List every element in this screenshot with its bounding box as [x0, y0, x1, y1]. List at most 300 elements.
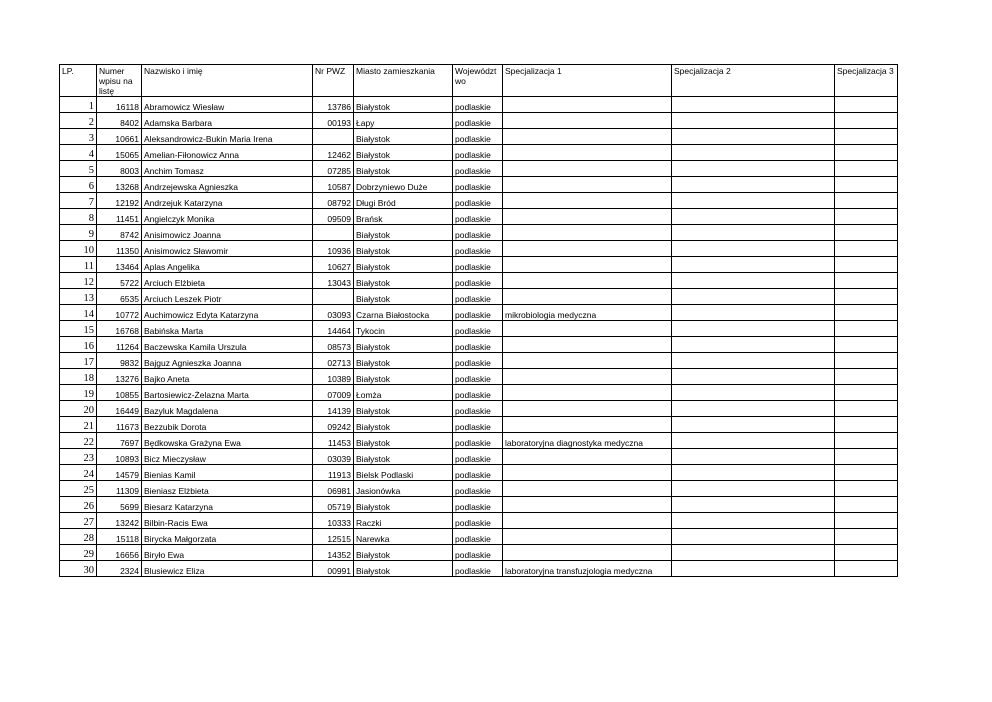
cell-miasto: Jasionówka	[354, 481, 453, 497]
cell-miasto: Narewka	[354, 529, 453, 545]
cell-miasto: Białystok	[354, 241, 453, 257]
cell-numer: 7697	[97, 433, 142, 449]
cell-pwz: 10389	[313, 369, 354, 385]
cell-wojewodztwo: podlaskie	[453, 113, 503, 129]
cell-lp: 22	[60, 433, 97, 449]
cell-nazwisko: Adamska Barbara	[142, 113, 313, 129]
cell-spec2	[672, 321, 835, 337]
cell-spec1	[503, 273, 672, 289]
cell-pwz: 13043	[313, 273, 354, 289]
cell-pwz: 09242	[313, 417, 354, 433]
cell-nazwisko: Andrzejuk Katarzyna	[142, 193, 313, 209]
cell-nazwisko: Anisimowicz Sławomir	[142, 241, 313, 257]
cell-spec2	[672, 177, 835, 193]
cell-spec3	[835, 369, 898, 385]
cell-wojewodztwo: podlaskie	[453, 321, 503, 337]
cell-miasto: Brańsk	[354, 209, 453, 225]
cell-wojewodztwo: podlaskie	[453, 193, 503, 209]
header-spec1: Specjalizacja 1	[503, 65, 672, 97]
cell-nazwisko: Bartosiewicz-Żelazna Marta	[142, 385, 313, 401]
header-nazwisko: Nazwisko i imię	[142, 65, 313, 97]
cell-nazwisko: Anisimowicz Joanna	[142, 225, 313, 241]
cell-lp: 20	[60, 401, 97, 417]
cell-lp: 12	[60, 273, 97, 289]
table-row	[60, 417, 898, 433]
cell-wojewodztwo: podlaskie	[453, 449, 503, 465]
header-wojewodztwo: Województwo	[453, 65, 503, 97]
cell-spec1	[503, 449, 672, 465]
cell-numer: 11673	[97, 417, 142, 433]
cell-spec1	[503, 129, 672, 145]
cell-pwz	[313, 289, 354, 305]
cell-nazwisko: Birycka Małgorzata	[142, 529, 313, 545]
cell-spec3	[835, 433, 898, 449]
cell-spec3	[835, 385, 898, 401]
cell-numer: 16449	[97, 401, 142, 417]
cell-spec3	[835, 257, 898, 273]
cell-spec3	[835, 529, 898, 545]
cell-pwz: 07009	[313, 385, 354, 401]
cell-numer: 16118	[97, 97, 142, 113]
cell-pwz: 14464	[313, 321, 354, 337]
cell-spec2	[672, 337, 835, 353]
cell-lp: 3	[60, 129, 97, 145]
cell-spec2	[672, 465, 835, 481]
cell-miasto: Białystok	[354, 97, 453, 113]
cell-spec3	[835, 113, 898, 129]
cell-spec1	[503, 401, 672, 417]
cell-nazwisko: Arciuch Leszek Piotr	[142, 289, 313, 305]
cell-pwz: 14139	[313, 401, 354, 417]
cell-pwz: 07285	[313, 161, 354, 177]
cell-numer: 14579	[97, 465, 142, 481]
cell-nazwisko: Bicz Mieczysław	[142, 449, 313, 465]
cell-miasto: Białystok	[354, 561, 453, 577]
cell-numer: 13276	[97, 369, 142, 385]
cell-lp: 23	[60, 449, 97, 465]
cell-nazwisko: Aplas Angelika	[142, 257, 313, 273]
cell-spec2	[672, 401, 835, 417]
cell-nazwisko: Bajko Aneta	[142, 369, 313, 385]
cell-spec2	[672, 209, 835, 225]
cell-miasto: Raczki	[354, 513, 453, 529]
cell-lp: 19	[60, 385, 97, 401]
cell-spec1	[503, 417, 672, 433]
cell-pwz: 10627	[313, 257, 354, 273]
cell-nazwisko: Bezzubik Dorota	[142, 417, 313, 433]
cell-numer: 10893	[97, 449, 142, 465]
table-row	[60, 545, 898, 561]
cell-wojewodztwo: podlaskie	[453, 385, 503, 401]
cell-miasto: Długi Bród	[354, 193, 453, 209]
cell-spec3	[835, 273, 898, 289]
cell-lp: 7	[60, 193, 97, 209]
table-row	[60, 497, 898, 513]
cell-wojewodztwo: podlaskie	[453, 561, 503, 577]
cell-wojewodztwo: podlaskie	[453, 529, 503, 545]
cell-nazwisko: Biesarz Katarzyna	[142, 497, 313, 513]
table-row	[60, 449, 898, 465]
cell-numer: 13464	[97, 257, 142, 273]
cell-nazwisko: Anchim Tomasz	[142, 161, 313, 177]
cell-numer: 11264	[97, 337, 142, 353]
cell-spec3	[835, 465, 898, 481]
table-row	[60, 369, 898, 385]
cell-miasto: Białystok	[354, 289, 453, 305]
cell-nazwisko: Amelian-Fiłonowicz Anna	[142, 145, 313, 161]
cell-pwz: 03093	[313, 305, 354, 321]
cell-nazwisko: Bajguz Agnieszka Joanna	[142, 353, 313, 369]
cell-nazwisko: Blusiewicz Eliza	[142, 561, 313, 577]
cell-spec1	[503, 497, 672, 513]
cell-miasto: Białystok	[354, 145, 453, 161]
cell-spec1	[503, 193, 672, 209]
cell-numer: 8402	[97, 113, 142, 129]
cell-nazwisko: Angielczyk Monika	[142, 209, 313, 225]
cell-numer: 9832	[97, 353, 142, 369]
cell-miasto: Tykocin	[354, 321, 453, 337]
cell-spec3	[835, 401, 898, 417]
cell-spec2	[672, 305, 835, 321]
cell-pwz: 05719	[313, 497, 354, 513]
cell-spec1	[503, 337, 672, 353]
table-row	[60, 113, 898, 129]
cell-miasto: Dobrzyniewo Duże	[354, 177, 453, 193]
cell-numer: 8742	[97, 225, 142, 241]
cell-numer: 10772	[97, 305, 142, 321]
table-row	[60, 401, 898, 417]
cell-spec1	[503, 225, 672, 241]
cell-spec2	[672, 449, 835, 465]
cell-lp: 26	[60, 497, 97, 513]
cell-wojewodztwo: podlaskie	[453, 353, 503, 369]
cell-wojewodztwo: podlaskie	[453, 161, 503, 177]
cell-wojewodztwo: podlaskie	[453, 225, 503, 241]
cell-wojewodztwo: podlaskie	[453, 209, 503, 225]
cell-spec3	[835, 449, 898, 465]
table-row	[60, 145, 898, 161]
header-spec3: Specjalizacja 3	[835, 65, 898, 97]
cell-lp: 15	[60, 321, 97, 337]
cell-lp: 5	[60, 161, 97, 177]
cell-miasto: Białystok	[354, 433, 453, 449]
cell-spec2	[672, 433, 835, 449]
cell-spec3	[835, 193, 898, 209]
cell-nazwisko: Abramowicz Wiesław	[142, 97, 313, 113]
cell-numer: 5722	[97, 273, 142, 289]
cell-lp: 8	[60, 209, 97, 225]
cell-spec2	[672, 497, 835, 513]
cell-nazwisko: Andrzejewska Agnieszka	[142, 177, 313, 193]
cell-miasto: Białystok	[354, 545, 453, 561]
cell-pwz: 02713	[313, 353, 354, 369]
cell-nazwisko: Bilbin-Racis Ewa	[142, 513, 313, 529]
table-row	[60, 561, 898, 577]
header-lp: LP.	[60, 65, 97, 97]
cell-miasto: Białystok	[354, 257, 453, 273]
table-row	[60, 241, 898, 257]
cell-numer: 12192	[97, 193, 142, 209]
cell-wojewodztwo: podlaskie	[453, 337, 503, 353]
cell-spec3	[835, 481, 898, 497]
cell-spec2	[672, 513, 835, 529]
table-row	[60, 481, 898, 497]
cell-lp: 25	[60, 481, 97, 497]
cell-lp: 24	[60, 465, 97, 481]
cell-wojewodztwo: podlaskie	[453, 97, 503, 113]
cell-nazwisko: Aleksandrowicz-Bukin Maria Irena	[142, 129, 313, 145]
cell-spec1	[503, 321, 672, 337]
cell-miasto: Białystok	[354, 225, 453, 241]
cell-lp: 11	[60, 257, 97, 273]
cell-lp: 14	[60, 305, 97, 321]
cell-numer: 13268	[97, 177, 142, 193]
table-row	[60, 161, 898, 177]
table-row	[60, 289, 898, 305]
cell-pwz: 00193	[313, 113, 354, 129]
cell-spec1: laboratoryjna diagnostyka medyczna	[503, 433, 672, 449]
cell-spec2	[672, 193, 835, 209]
table-row	[60, 193, 898, 209]
table-row	[60, 97, 898, 113]
cell-spec3	[835, 561, 898, 577]
cell-pwz: 10936	[313, 241, 354, 257]
cell-wojewodztwo: podlaskie	[453, 497, 503, 513]
cell-nazwisko: Biryło Ewa	[142, 545, 313, 561]
cell-spec1: laboratoryjna transfuzjologia medyczna	[503, 561, 672, 577]
header-miasto: Miasto zamieszkania	[354, 65, 453, 97]
cell-spec2	[672, 257, 835, 273]
cell-spec2	[672, 545, 835, 561]
cell-pwz: 11453	[313, 433, 354, 449]
cell-miasto: Białystok	[354, 497, 453, 513]
cell-numer: 15065	[97, 145, 142, 161]
cell-lp: 28	[60, 529, 97, 545]
cell-lp: 9	[60, 225, 97, 241]
table-row	[60, 225, 898, 241]
cell-pwz: 12515	[313, 529, 354, 545]
cell-spec2	[672, 481, 835, 497]
table-row	[60, 433, 898, 449]
cell-spec3	[835, 545, 898, 561]
cell-miasto: Łomża	[354, 385, 453, 401]
cell-wojewodztwo: podlaskie	[453, 289, 503, 305]
cell-spec3	[835, 337, 898, 353]
cell-spec2	[672, 113, 835, 129]
cell-spec2	[672, 385, 835, 401]
cell-wojewodztwo: podlaskie	[453, 241, 503, 257]
cell-spec1	[503, 289, 672, 305]
cell-spec2	[672, 241, 835, 257]
cell-spec2	[672, 289, 835, 305]
header-spec2: Specjalizacja 2	[672, 65, 835, 97]
cell-wojewodztwo: podlaskie	[453, 369, 503, 385]
cell-numer: 10855	[97, 385, 142, 401]
cell-pwz: 09509	[313, 209, 354, 225]
cell-numer: 11451	[97, 209, 142, 225]
cell-spec3	[835, 225, 898, 241]
cell-spec2	[672, 417, 835, 433]
cell-spec2	[672, 225, 835, 241]
table-row	[60, 273, 898, 289]
cell-miasto: Bielsk Podlaski	[354, 465, 453, 481]
cell-wojewodztwo: podlaskie	[453, 129, 503, 145]
cell-spec3	[835, 145, 898, 161]
cell-spec2	[672, 129, 835, 145]
cell-wojewodztwo: podlaskie	[453, 273, 503, 289]
cell-spec3	[835, 161, 898, 177]
cell-miasto: Białystok	[354, 417, 453, 433]
header-numer: Numer wpisu na listę	[97, 65, 142, 97]
table-row	[60, 305, 898, 321]
cell-spec1	[503, 257, 672, 273]
cell-lp: 4	[60, 145, 97, 161]
cell-lp: 1	[60, 97, 97, 113]
cell-spec1	[503, 529, 672, 545]
cell-nazwisko: Bieniasz Elżbieta	[142, 481, 313, 497]
cell-pwz: 14352	[313, 545, 354, 561]
cell-spec1: mikrobiologia medyczna	[503, 305, 672, 321]
cell-pwz: 03039	[313, 449, 354, 465]
cell-miasto: Białystok	[354, 129, 453, 145]
header-pwz: Nr PWZ	[313, 65, 354, 97]
cell-lp: 29	[60, 545, 97, 561]
cell-lp: 2	[60, 113, 97, 129]
cell-wojewodztwo: podlaskie	[453, 177, 503, 193]
cell-spec3	[835, 289, 898, 305]
cell-wojewodztwo: podlaskie	[453, 433, 503, 449]
table-row	[60, 529, 898, 545]
cell-pwz	[313, 129, 354, 145]
cell-numer: 10661	[97, 129, 142, 145]
cell-wojewodztwo: podlaskie	[453, 305, 503, 321]
cell-spec3	[835, 353, 898, 369]
cell-numer: 11309	[97, 481, 142, 497]
cell-nazwisko: Arciuch Elżbieta	[142, 273, 313, 289]
cell-spec3	[835, 129, 898, 145]
cell-spec1	[503, 241, 672, 257]
cell-pwz: 10333	[313, 513, 354, 529]
cell-numer: 6535	[97, 289, 142, 305]
cell-lp: 10	[60, 241, 97, 257]
cell-pwz: 10587	[313, 177, 354, 193]
cell-numer: 5699	[97, 497, 142, 513]
cell-spec2	[672, 369, 835, 385]
cell-spec2	[672, 353, 835, 369]
cell-pwz: 11913	[313, 465, 354, 481]
cell-lp: 18	[60, 369, 97, 385]
cell-spec2	[672, 529, 835, 545]
cell-lp: 16	[60, 337, 97, 353]
cell-spec1	[503, 545, 672, 561]
table-row	[60, 209, 898, 225]
cell-lp: 27	[60, 513, 97, 529]
cell-spec1	[503, 465, 672, 481]
cell-wojewodztwo: podlaskie	[453, 401, 503, 417]
cell-miasto: Czarna Białostocka	[354, 305, 453, 321]
cell-miasto: Białystok	[354, 161, 453, 177]
cell-spec2	[672, 161, 835, 177]
cell-wojewodztwo: podlaskie	[453, 145, 503, 161]
cell-numer: 8003	[97, 161, 142, 177]
cell-spec1	[503, 513, 672, 529]
cell-spec3	[835, 417, 898, 433]
cell-nazwisko: Auchimowicz Edyta Katarzyna	[142, 305, 313, 321]
table-row	[60, 177, 898, 193]
cell-spec3	[835, 209, 898, 225]
cell-numer: 13242	[97, 513, 142, 529]
cell-miasto: Białystok	[354, 449, 453, 465]
cell-miasto: Białystok	[354, 401, 453, 417]
table-row	[60, 465, 898, 481]
cell-wojewodztwo: podlaskie	[453, 465, 503, 481]
cell-spec3	[835, 177, 898, 193]
cell-wojewodztwo: podlaskie	[453, 417, 503, 433]
cell-lp: 6	[60, 177, 97, 193]
cell-spec1	[503, 369, 672, 385]
cell-wojewodztwo: podlaskie	[453, 257, 503, 273]
cell-spec3	[835, 513, 898, 529]
cell-nazwisko: Baczewska Kamila Urszula	[142, 337, 313, 353]
cell-lp: 21	[60, 417, 97, 433]
table-row	[60, 513, 898, 529]
table-row	[60, 353, 898, 369]
cell-spec3	[835, 497, 898, 513]
cell-nazwisko: Bienias Kamil	[142, 465, 313, 481]
cell-spec1	[503, 113, 672, 129]
cell-numer: 11350	[97, 241, 142, 257]
cell-spec2	[672, 561, 835, 577]
cell-spec3	[835, 321, 898, 337]
cell-spec1	[503, 97, 672, 113]
cell-numer: 15118	[97, 529, 142, 545]
header-row	[60, 65, 898, 97]
cell-wojewodztwo: podlaskie	[453, 513, 503, 529]
table-row	[60, 385, 898, 401]
cell-spec1	[503, 161, 672, 177]
table-row	[60, 321, 898, 337]
cell-nazwisko: Babińska Marta	[142, 321, 313, 337]
cell-spec1	[503, 145, 672, 161]
cell-miasto: Białystok	[354, 273, 453, 289]
cell-lp: 17	[60, 353, 97, 369]
cell-spec2	[672, 97, 835, 113]
cell-spec3	[835, 305, 898, 321]
cell-spec1	[503, 481, 672, 497]
table-row	[60, 257, 898, 273]
table-row	[60, 337, 898, 353]
cell-lp: 30	[60, 561, 97, 577]
cell-spec3	[835, 241, 898, 257]
registry-table	[59, 64, 898, 577]
cell-pwz: 13786	[313, 97, 354, 113]
cell-lp: 13	[60, 289, 97, 305]
cell-spec2	[672, 273, 835, 289]
cell-wojewodztwo: podlaskie	[453, 545, 503, 561]
cell-pwz	[313, 225, 354, 241]
cell-miasto: Łapy	[354, 113, 453, 129]
cell-spec1	[503, 177, 672, 193]
cell-miasto: Białystok	[354, 337, 453, 353]
cell-wojewodztwo: podlaskie	[453, 481, 503, 497]
cell-pwz: 00991	[313, 561, 354, 577]
cell-pwz: 08573	[313, 337, 354, 353]
cell-nazwisko: Bazyluk Magdalena	[142, 401, 313, 417]
cell-spec1	[503, 385, 672, 401]
cell-miasto: Białystok	[354, 353, 453, 369]
cell-numer: 2324	[97, 561, 142, 577]
cell-spec1	[503, 209, 672, 225]
